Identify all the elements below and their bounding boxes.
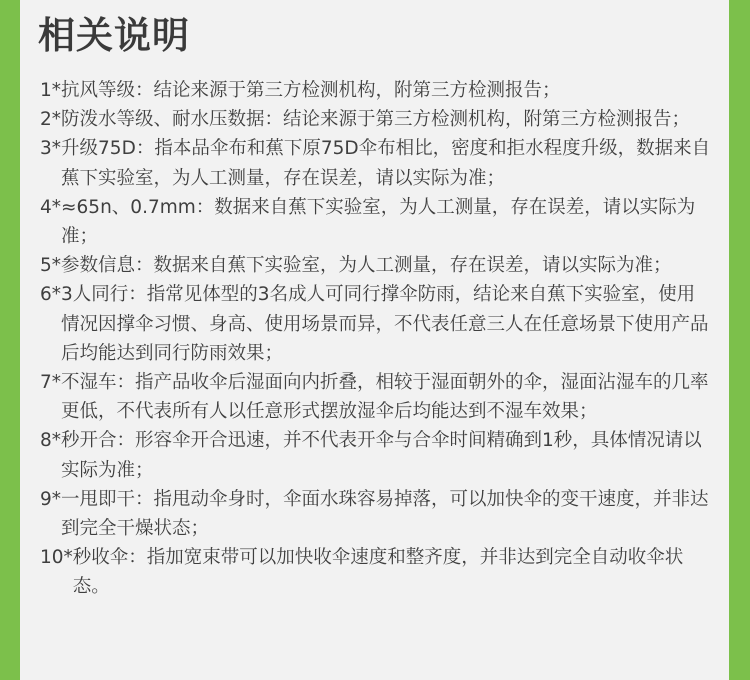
- note-number: 6*: [40, 284, 62, 306]
- note-item: [40, 134, 712, 192]
- note-item: [40, 426, 712, 484]
- note-text: 秒收伞：指加宽束带可以加快收伞速度和整齐度，并非达到完全自动收伞状态。: [72, 547, 684, 598]
- note-number: 7*: [40, 372, 62, 394]
- note-item: [40, 193, 712, 251]
- note-item: [40, 105, 712, 134]
- note-text: 3人同行：指常见体型的3名成人可同行撑伞防雨，结论来自蕉下实验室，使用情况因撑伞习惯、身高、使用场景而异，不代表任意三人在任意场景下使用产品后均能达到同行防雨效果；: [61, 284, 709, 364]
- note-number: 4*: [40, 196, 62, 218]
- section-title: 相关说明: [38, 14, 190, 57]
- note-text: 升级75D：指本品伞布和蕉下原75D伞布相比，密度和拒水程度升级，数据来自蕉下实验室，为人工测量，存在误差，请以实际为准；: [61, 138, 711, 189]
- note-text: 参数信息：数据来自蕉下实验室，为人工测量，存在误差，请以实际为准；: [61, 255, 672, 277]
- note-item: [40, 251, 712, 280]
- note-text: 不湿车：指产品收伞后湿面向内折叠，相较于湿面朝外的伞，湿面沾湿车的几率更低，不代表所有人以任意形式摆放湿伞后均能达到不湿车效果；: [61, 372, 709, 423]
- note-number: 10*: [40, 547, 73, 569]
- note-number: 8*: [40, 430, 62, 452]
- notes-list: [40, 76, 712, 602]
- note-text: 抗风等级：结论来源于第三方检测机构，附第三方检测报告；: [61, 80, 561, 101]
- note-item: [40, 543, 712, 601]
- note-item: [40, 280, 712, 368]
- note-number: 2*: [40, 109, 62, 131]
- note-number: 5*: [40, 255, 62, 277]
- note-item: [40, 485, 712, 543]
- note-text: 防泼水等级、耐水压数据：结论来源于第三方检测机构，附第三方检测报告；: [61, 109, 691, 131]
- note-item: [40, 76, 712, 105]
- notes-panel: [20, 0, 729, 680]
- note-text: ≈65n、0.7mm：数据来自蕉下实验室，为人工测量，存在误差，请以实际为准；: [61, 196, 696, 248]
- note-text: 一甩即干：指甩动伞身时，伞面水珠容易掉落，可以加快伞的变干速度，并非达到完全干燥状态；: [61, 488, 709, 540]
- note-text: 秒开合：形容伞开合迅速，并不代表开伞与合伞时间精确到1秒，具体情况请以实际为准；: [61, 430, 702, 481]
- note-number: 1*: [40, 80, 62, 101]
- note-number: 3*: [40, 138, 62, 160]
- note-number: 9*: [40, 488, 62, 510]
- note-item: [40, 368, 712, 426]
